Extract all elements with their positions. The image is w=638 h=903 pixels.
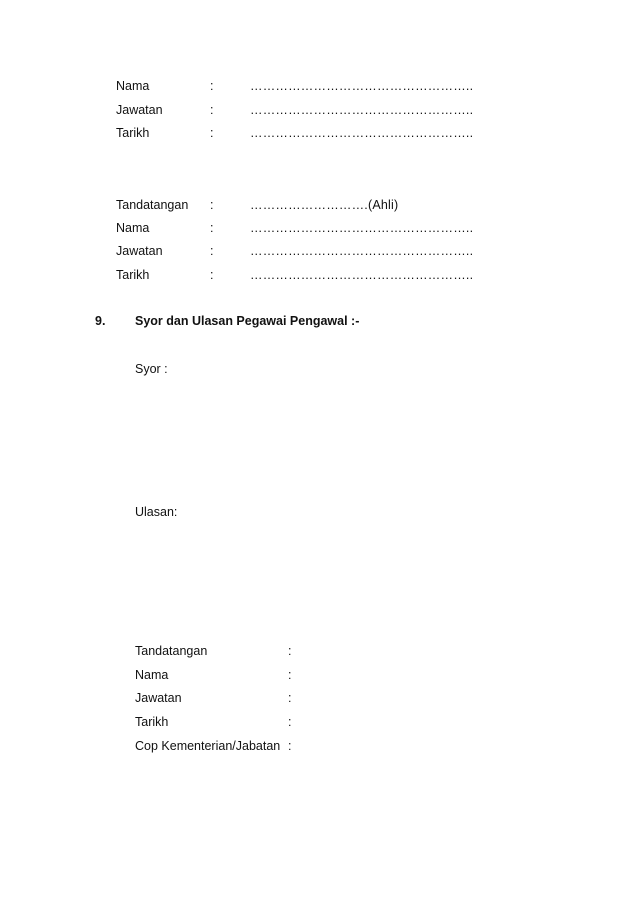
block2-row-tarikh (0, 266, 638, 284)
signoff-row-tandatangan (0, 642, 638, 660)
field-label: Tandatangan (116, 198, 189, 212)
field-label: Jawatan (135, 691, 182, 705)
field-label: Tandatangan (135, 644, 208, 658)
field-label: Nama (116, 221, 150, 235)
block1-row-nama (0, 77, 638, 95)
block2-row-nama (0, 219, 638, 237)
field-colon: : (210, 103, 214, 117)
signoff-row-tarikh (0, 713, 638, 731)
field-fill-line: …………………………………………….. (250, 103, 474, 117)
field-colon: : (288, 691, 292, 705)
field-label: Cop Kementerian/Jabatan (135, 739, 281, 753)
field-colon: : (210, 79, 214, 93)
ulasan-label: Ulasan: (135, 505, 178, 519)
block2-row-tandatangan (0, 196, 638, 214)
field-fill-line: …………………………………………….. (250, 244, 474, 258)
field-label: Tarikh (135, 715, 169, 729)
field-label: Jawatan (116, 103, 163, 117)
field-fill-line: …………………………………………….. (250, 126, 474, 140)
signoff-row-nama (0, 666, 638, 684)
syor-label: Syor : (135, 362, 168, 376)
field-colon: : (288, 715, 292, 729)
field-colon: : (210, 126, 214, 140)
field-fill-line: …………………………………………….. (250, 268, 474, 282)
field-fill-line: …………………………………………….. (250, 79, 474, 93)
field-colon: : (288, 644, 292, 658)
field-label: Nama (116, 79, 150, 93)
field-colon: : (288, 668, 292, 682)
block1-row-jawatan (0, 101, 638, 119)
section-title: Syor dan Ulasan Pegawai Pengawal :- (135, 314, 360, 328)
syor-row (0, 360, 638, 378)
field-label: Tarikh (116, 126, 150, 140)
field-label: Tarikh (116, 268, 150, 282)
field-colon: : (210, 268, 214, 282)
block1-row-tarikh (0, 124, 638, 142)
ulasan-row (0, 503, 638, 521)
field-label: Nama (135, 668, 169, 682)
field-fill-line: ……………………….(Ahli) (250, 198, 399, 212)
field-label: Jawatan (116, 244, 163, 258)
signoff-row-jawatan (0, 689, 638, 707)
field-colon: : (210, 198, 214, 212)
field-fill-line: …………………………………………….. (250, 221, 474, 235)
field-colon: : (288, 739, 292, 753)
signoff-row-cop (0, 737, 638, 755)
block2-row-jawatan (0, 242, 638, 260)
section-9-heading (0, 312, 638, 330)
section-number: 9. (95, 314, 106, 328)
field-colon: : (210, 244, 214, 258)
field-colon: : (210, 221, 214, 235)
